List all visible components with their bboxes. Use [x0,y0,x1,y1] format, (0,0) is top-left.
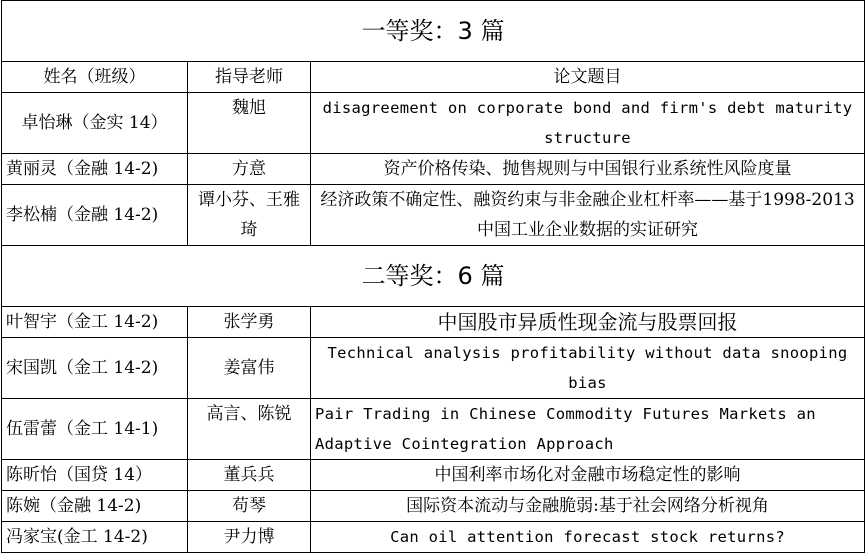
advisor-name: 姜富伟 [188,338,311,399]
paper-title: Pair Trading in Chinese Commodity Futures Markets an Adaptive Cointegration Approach [311,399,865,460]
paper-title: 资产价格传染、抛售规则与中国银行业系统性风险度量 [311,154,865,185]
awards-table [1,0,865,553]
advisor-name: 高言、陈锐 [188,399,311,460]
student-name: 黄丽灵（金融 14-2) [2,154,188,185]
advisor-name: 苟琴 [188,491,311,522]
student-name: 叶智宇（金工 14-2) [2,307,188,338]
section-title: 二等奖：6 篇 [2,246,865,307]
student-name: 陈婉（金融 14-2) [2,491,188,522]
student-name: 陈昕怡（国贷 14） [2,460,188,491]
advisor-name: 张学勇 [188,307,311,338]
paper-title: 中国股市异质性现金流与股票回报 [311,307,865,338]
table-row [2,338,865,399]
advisor-name: 魏旭 [188,93,311,154]
section-header-first-prize [2,1,865,62]
table-row [2,154,865,185]
paper-title: Technical analysis profitability without data snooping bias [311,338,865,399]
student-name: 伍雷蕾（金工 14-1) [2,399,188,460]
paper-title: Can oil attention forecast stock returns? [311,522,865,553]
column-header-title: 论文题目 [311,62,865,93]
paper-title: 经济政策不确定性、融资约束与非金融企业杠杆率——基于1998-2013 中国工业企业数据的实证研究 [311,185,865,246]
column-header-advisor: 指导老师 [188,62,311,93]
column-header-name: 姓名（班级） [2,62,188,93]
advisor-name: 尹力博 [188,522,311,553]
section-title: 一等奖：3 篇 [2,1,865,62]
advisor-name: 谭小芬、王雅琦 [188,185,311,246]
table-row [2,399,865,460]
advisor-name: 方意 [188,154,311,185]
paper-title: 中国利率市场化对金融市场稳定性的影响 [311,460,865,491]
paper-title: disagreement on corporate bond and firm's debt maturity structure [311,93,865,154]
column-header-row [2,62,865,93]
table-row [2,460,865,491]
student-name: 冯家宝(金工 14-2) [2,522,188,553]
table-row [2,93,865,154]
paper-title: 国际资本流动与金融脆弱:基于社会网络分析视角 [311,491,865,522]
table-row [2,307,865,338]
student-name: 卓怡琳（金实 14） [2,93,188,154]
table-row [2,491,865,522]
student-name: 李松楠（金融 14-2) [2,185,188,246]
section-header-second-prize [2,246,865,307]
table-row [2,185,865,246]
student-name: 宋国凯（金工 14-2) [2,338,188,399]
table-row [2,522,865,553]
advisor-name: 董兵兵 [188,460,311,491]
